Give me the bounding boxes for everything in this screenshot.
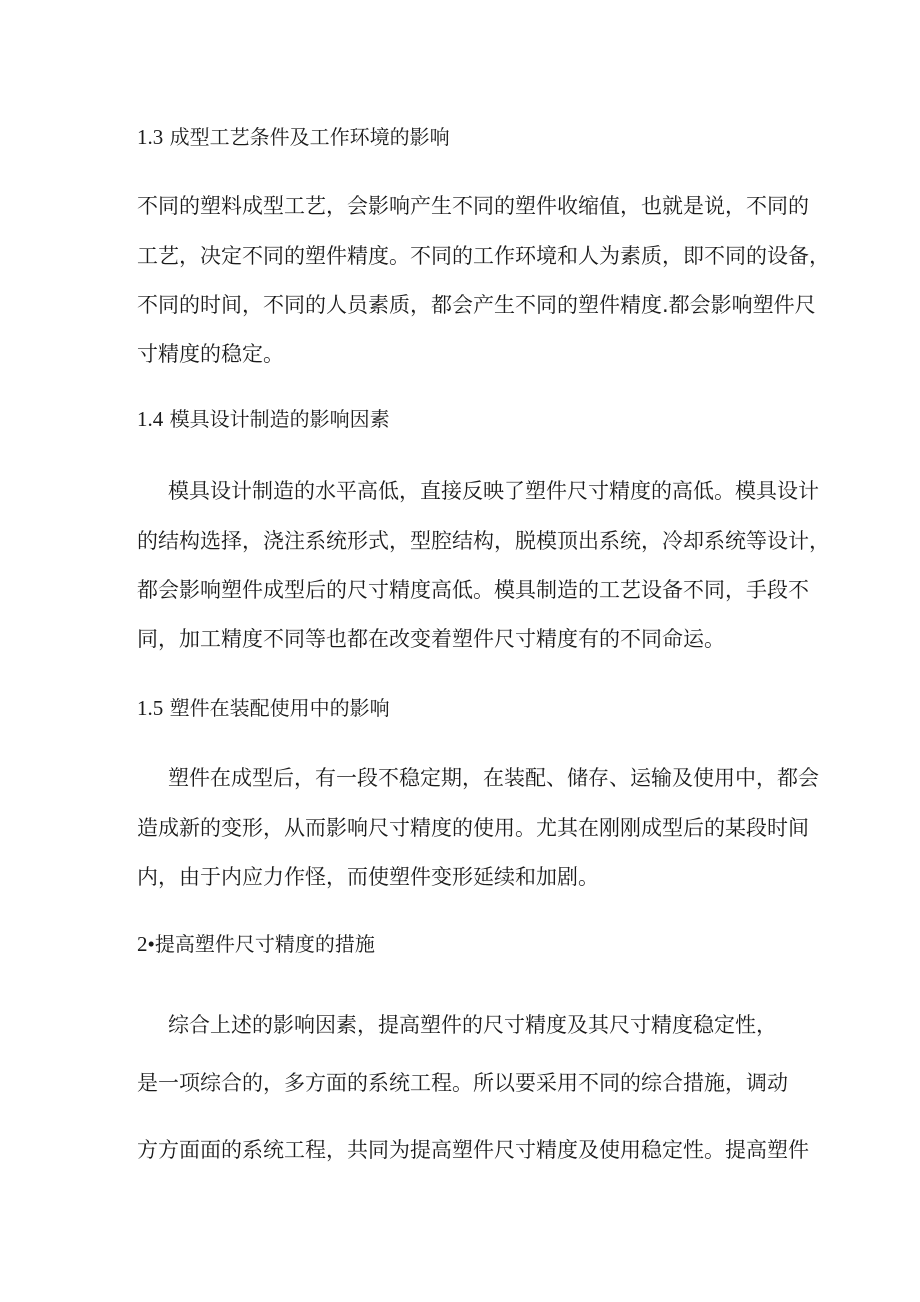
section-title: 提高塑件尺寸精度的措施 — [154, 932, 375, 956]
paragraph-line: 模具设计制造的水平高低，直接反映了塑件尺寸精度的高低。模具设计 — [168, 479, 819, 503]
section-number: 2• — [137, 932, 155, 956]
paragraph-line: 寸精度的稳定。 — [137, 342, 284, 366]
section-number: 1.5 — [137, 696, 164, 720]
paragraph-line: 塑件在成型后，有一段不稳定期，在装配、储存、运输及使用中，都会 — [168, 766, 819, 790]
section-heading-1-5 — [137, 694, 390, 722]
section-title: 模具设计制造的影响因素 — [169, 407, 390, 431]
section-heading-1-4 — [137, 405, 390, 433]
paragraph-line: 的结构选择，浇注系统形式，型腔结构，脱模顶出系统，冷却系统等设计， — [137, 529, 830, 553]
paragraph-line: 不同的时间，不同的人员素质，都会产生不同的塑件精度.都会影响塑件尺 — [137, 293, 816, 317]
section-heading-1-3 — [137, 123, 450, 151]
paragraph-line: 是一项综合的，多方面的系统工程。所以要采用不同的综合措施，调动 — [137, 1071, 788, 1095]
section-title: 塑件在装配使用中的影响 — [169, 696, 390, 720]
paragraph-line: 造成新的变形，从而影响尺寸精度的使用。尤其在刚刚成型后的某段时间 — [137, 816, 809, 840]
paragraph-line: 不同的塑料成型工艺，会影响产生不同的塑件收缩值，也就是说，不同的 — [137, 194, 809, 218]
section-heading-2 — [137, 930, 375, 958]
section-number: 1.3 — [137, 125, 164, 149]
paragraph-line: 内，由于内应力作怪，而使塑件变形延续和加剧。 — [137, 865, 599, 889]
section-number: 1.4 — [137, 407, 164, 431]
paragraph-line: 都会影响塑件成型后的尺寸精度高低。模具制造的工艺设备不同，手段不 — [137, 578, 809, 602]
paragraph-line: 工艺，决定不同的塑件精度。不同的工作环境和人为素质，即不同的设备， — [137, 244, 830, 268]
section-title: 成型工艺条件及工作环境的影响 — [169, 125, 450, 149]
paragraph-line: 方方面面的系统工程，共同为提高塑件尺寸精度及使用稳定性。提高塑件 — [137, 1138, 809, 1162]
paragraph-line: 同，加工精度不同等也都在改变着塑件尺寸精度有的不同命运。 — [137, 627, 725, 651]
paragraph-line: 综合上述的影响因素，提高塑件的尺寸精度及其尺寸精度稳定性， — [168, 1013, 777, 1037]
